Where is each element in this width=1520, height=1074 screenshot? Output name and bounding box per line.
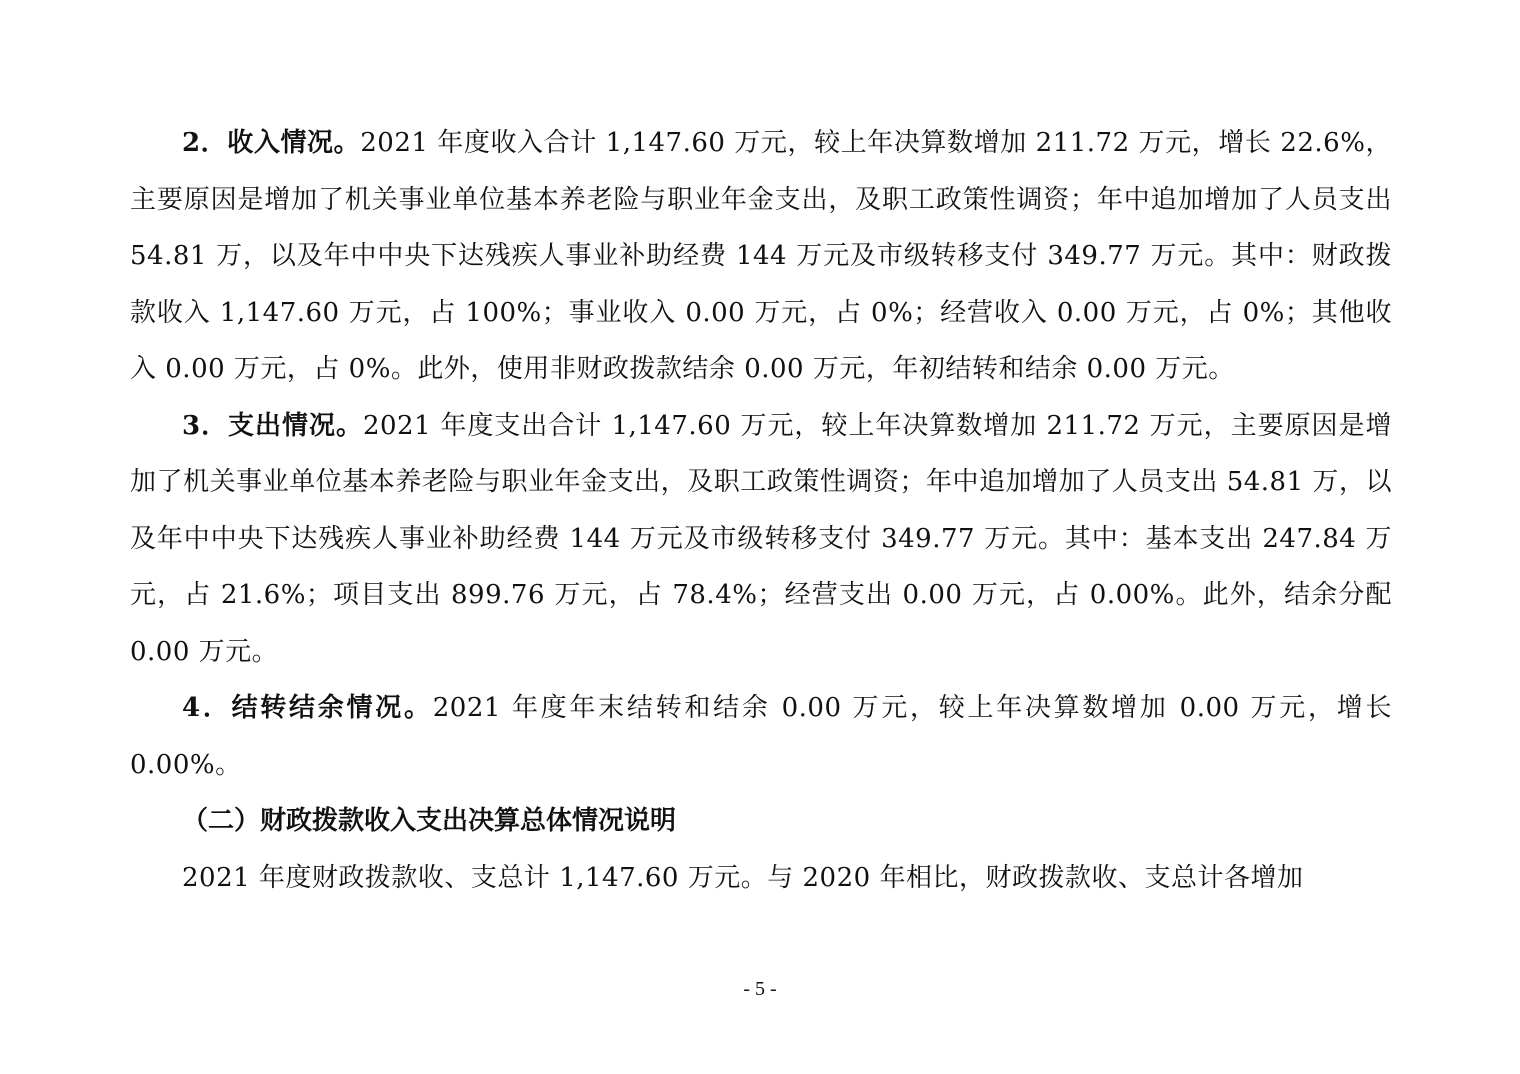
- paragraph-income: [130, 115, 1392, 398]
- paragraph-heading: 3．支出情况。: [182, 410, 363, 441]
- paragraph-balance: [130, 680, 1392, 793]
- paragraph-text: 2021 年度支出合计 1,147.60 万元，较上年决算数增加 211.72 万元，主要原因是增加了机关事业单位基本养老险与职业年金支出，及职工政策性调资；年中追加增加了人员支出 54.81 万，以及年中中央下达残疾人事业补助经费 144 万元及市级转移支付 349.77 万元。其中：基本支出 247.84 万元，占 21.6%；项目支出 899.76 万元，占 78.4%；经营支出 0.00 万元，占 0.00%。此外，结余分配 0.00 万元。: [130, 410, 1393, 667]
- paragraph-fiscal-summary: 2021 年度财政拨款收、支总计 1,147.60 万元。与 2020 年相比，财政拨款收、支总计各增加: [182, 862, 1304, 893]
- paragraph-heading: 2．收入情况。: [182, 128, 361, 158]
- paragraph-text: 2021 年度收入合计 1,147.60 万元，较上年决算数增加 211.72 万元，增长 22.6%，主要原因是增加了机关事业单位基本养老险与职业年金支出，及职工政策性调资；年中追加增加了人员支出 54.81 万，以及年中中央下达残疾人事业补助经费 144 万元及市级转移支付 349.77 万元。其中：财政拨款收入 1,147.60 万元，占 100%；事业收入 0.00 万元，占 0%；经营收入 0.00 万元，占 0%；其他收入 0.00 万元，占 0%。此外，使用非财政拨款结余 0.00 万元，年初结转和结余 0.00 万元。: [130, 128, 1392, 384]
- paragraph-heading: 4．结转结余情况。: [182, 693, 433, 723]
- page-number: - 5 -: [743, 978, 777, 1000]
- section-title: （二）财政拨款收入支出决算总体情况说明: [182, 806, 677, 836]
- document-body: [130, 115, 1392, 906]
- paragraph-expenditure: [130, 398, 1392, 681]
- paragraph-text: 2021 年度年末结转和结余 0.00 万元，较上年决算数增加 0.00 万元，增长 0.00%。: [130, 693, 1393, 780]
